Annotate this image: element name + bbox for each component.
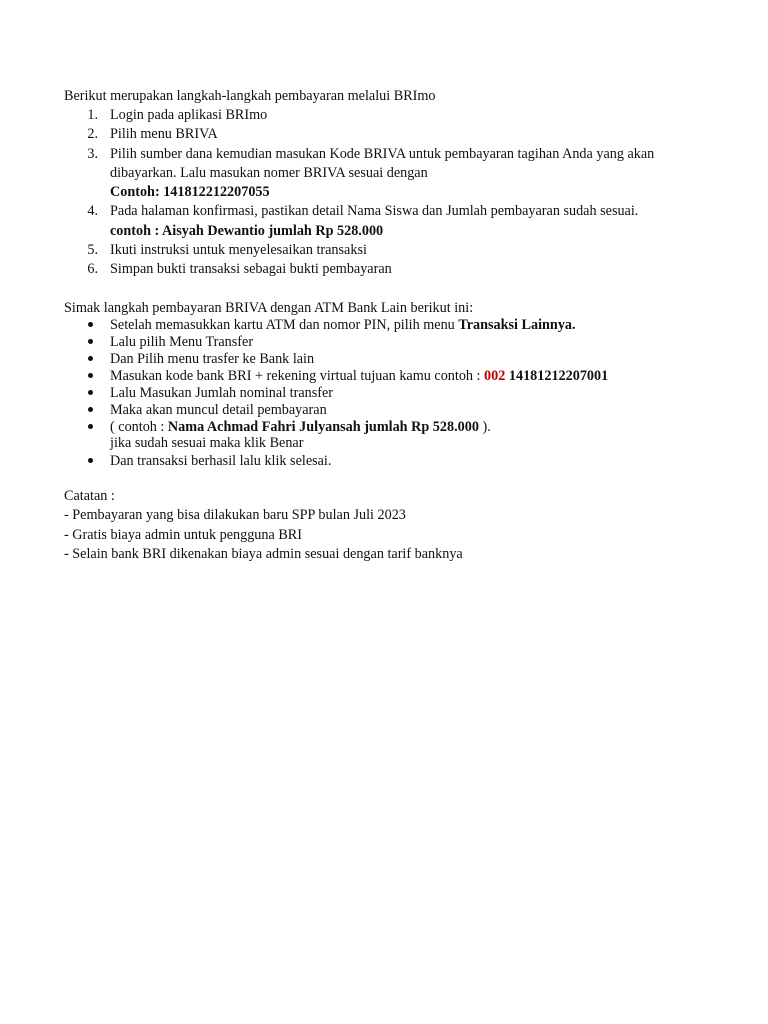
step-number: 3. <box>87 146 98 162</box>
bullet-icon <box>88 356 93 361</box>
payment-detail-example: Nama Achmad Fahri Julyansah jumlah Rp 528.000 <box>167 419 479 435</box>
list-item: Lalu Masukan Jumlah nominal transfer <box>110 385 334 401</box>
step-number: 6. <box>87 261 98 277</box>
menu-name: Transaksi Lainnya. <box>458 317 576 333</box>
bullet-icon <box>88 373 93 378</box>
note-item: - Selain bank BRI dikenakan biaya admin sesuai dengan tarif banknya <box>64 546 463 562</box>
step-text: Simpan bukti transaksi sebagai bukti pembayaran <box>110 261 392 277</box>
bullet-icon <box>88 424 93 429</box>
step-example <box>110 222 383 240</box>
list-item <box>110 316 576 334</box>
bullet-icon <box>88 407 93 412</box>
list-item: Maka akan muncul detail pembayaran <box>110 402 327 418</box>
briva-example-code: Contoh: 141812212207055 <box>110 184 270 200</box>
list-item-text: ( contoh : <box>110 419 168 435</box>
step-text: Pilih sumber dana kemudian masukan Kode BRIVA untuk pembayaran tagihan Anda yang akan <box>110 146 655 162</box>
step-text: Ikuti instruksi untuk menyelesaikan transaksi <box>110 242 367 258</box>
step-number: 2. <box>87 126 98 142</box>
step-number: 5. <box>87 242 98 258</box>
bullet-icon <box>88 390 93 395</box>
bullet-icon <box>88 458 93 463</box>
bullet-icon <box>88 322 93 327</box>
list-item <box>110 367 608 385</box>
step-text: Pada halaman konfirmasi, pastikan detail Nama Siswa dan Jumlah pembayaran sudah sesuai. <box>110 203 639 219</box>
list-item-text: Setelah memasukkan kartu ATM dan nomor PIN, pilih menu <box>110 317 459 333</box>
list-item: Dan Pilih menu trasfer ke Bank lain <box>110 351 315 367</box>
bullet-icon <box>88 339 93 344</box>
list-item-text: Masukan kode bank BRI + rekening virtual tujuan kamu contoh : <box>110 368 485 384</box>
note-item: - Gratis biaya admin untuk pengguna BRI <box>64 527 302 543</box>
notes-heading: Catatan : <box>64 488 115 504</box>
note-item: - Pembayaran yang bisa dilakukan baru SPP bulan Juli 2023 <box>64 507 406 523</box>
step-example <box>110 183 270 201</box>
confirmation-example: contoh : Aisyah Dewantio jumlah Rp 528.000 <box>110 223 384 239</box>
virtual-account-number: 14181212207001 <box>505 368 609 384</box>
step-text-continued: dibayarkan. Lalu masukan nomer BRIVA sesuai dengan <box>110 165 428 181</box>
atm-intro-text: Simak langkah pembayaran BRIVA dengan ATM Bank Lain berikut ini: <box>64 300 474 316</box>
step-text: Pilih menu BRIVA <box>110 126 218 142</box>
list-item-continued: jika sudah sesuai maka klik Benar <box>110 435 304 451</box>
step-text: Login pada aplikasi BRImo <box>110 107 268 123</box>
step-number: 4. <box>87 203 98 219</box>
list-item: Lalu pilih Menu Transfer <box>110 334 254 350</box>
bank-code: 002 <box>484 368 506 384</box>
list-item: Dan transaksi berhasil lalu klik selesai. <box>110 453 332 469</box>
step-number: 1. <box>87 107 98 123</box>
intro-text: Berikut merupakan langkah-langkah pembayaran melalui BRImo <box>64 88 436 104</box>
list-item-text: ). <box>478 419 491 435</box>
